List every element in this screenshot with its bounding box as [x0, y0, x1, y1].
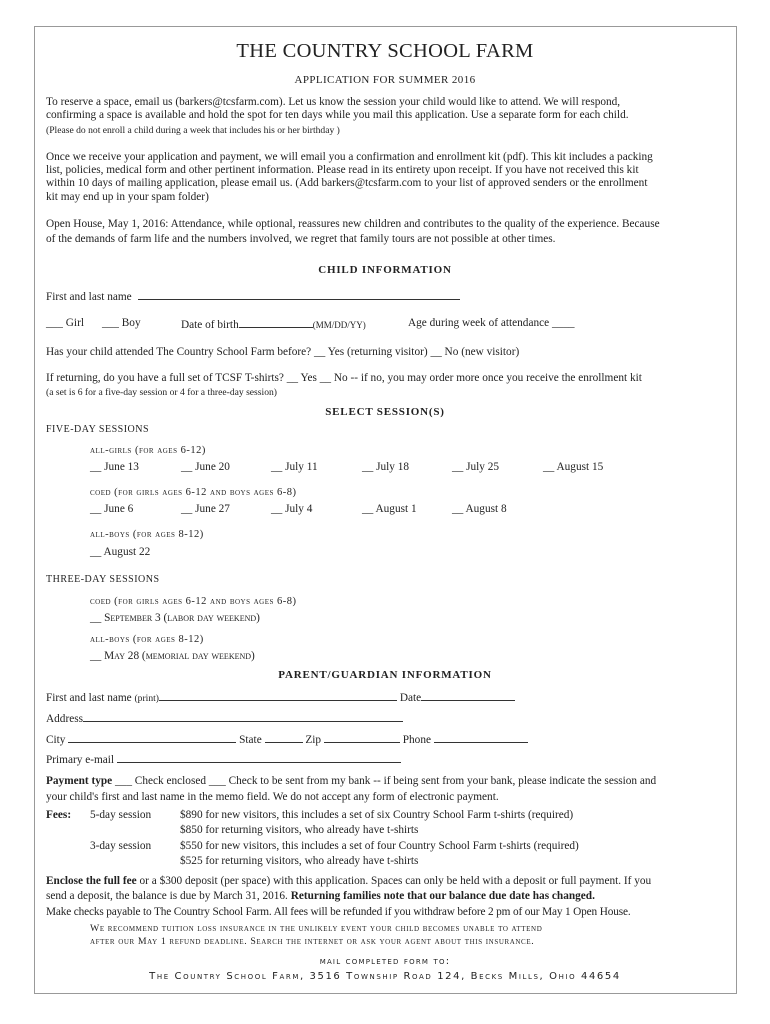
boy-option[interactable]: ___ Boy	[102, 317, 141, 329]
girl-option[interactable]: ___ Girl	[46, 317, 84, 329]
parent-name-row	[46, 690, 515, 705]
session-may-28[interactable]: __ May 28 (memorial day weekend)	[90, 650, 255, 662]
intro-text: confirming a space is available and hold the spot for ten days while you mail this application. Use a separate form for each child.	[46, 109, 629, 121]
session-june-27[interactable]: __ June 27	[181, 503, 230, 515]
tshirt-note: (a set is 6 for a five-day session or 4 for a three-day session)	[46, 387, 277, 398]
session-june-20[interactable]: __ June 20	[181, 461, 230, 473]
dob-label: Date of birth	[181, 319, 239, 331]
open-house-text: of the demands of farm life and the numbers involved, we regret that family tours are not possible at other times.	[46, 233, 556, 245]
three-day-new-fee: $550 for new visitors, this includes a set of four Country School Farm t-shirts (required)	[180, 840, 579, 852]
five-day-new-fee: $890 for new visitors, this includes a set of six Country School Farm t-shirts (required)	[180, 809, 574, 821]
sessions-heading: SELECT SESSION(S)	[325, 406, 445, 418]
child-name-row	[46, 289, 460, 304]
payment-type-row	[46, 775, 656, 788]
checks-payable-line: Make checks payable to The Country School Farm. All fees will be refunded if you withdraw before 2 pm of our May 1 Open House.	[46, 906, 631, 918]
session-july-25[interactable]: __ July 25	[452, 461, 500, 473]
birthday-note: (Please do not enroll a child during a week that includes his or her birthday )	[46, 125, 340, 136]
session-august-8[interactable]: __ August 8	[452, 503, 507, 515]
deposit-line	[46, 890, 595, 903]
mail-label: mail completed form to:	[319, 956, 451, 967]
zip-field[interactable]	[324, 732, 400, 743]
three-day-fee-label: 3-day session	[90, 840, 152, 852]
enrollment-text: within 10 days of mailing application, please email us. (Add barkers@tcsfarm.com to your list of approved senders or the enrollment	[46, 177, 648, 189]
phone-label: Phone	[402, 734, 431, 746]
three-day-returning-fee: $525 for returning visitors, who already have t-shirts	[180, 855, 419, 867]
five-day-fee-label: 5-day session	[90, 809, 152, 821]
session-july-4[interactable]: __ July 4	[271, 503, 313, 515]
parent-info-heading: PARENT/GUARDIAN INFORMATION	[278, 669, 492, 681]
mailing-address: The Country School Farm, 3516 Township Road 124, Becks Mills, Ohio 44654	[149, 971, 621, 982]
three-day-heading: THREE-DAY SESSIONS	[46, 574, 160, 585]
enrollment-text: list, policies, medical form and other pertinent information. Please read in its entirety upon receipt. If you have not received this kit	[46, 164, 639, 176]
all-boys-three-day-label: all-boys (for ages 8-12)	[90, 634, 204, 645]
memo-note: your child's first and last name in the memo field. We do not accept any form of electronic payment.	[46, 791, 499, 803]
payment-type-options[interactable]: ___ Check enclosed ___ Check to be sent from my bank -- if being sent from your bank, please indicate the session and	[115, 775, 657, 787]
phone-field[interactable]	[434, 732, 528, 743]
session-july-11[interactable]: __ July 11	[271, 461, 318, 473]
all-girls-label: all-girls (for ages 6-12)	[90, 445, 206, 456]
session-august-22[interactable]: __ August 22	[90, 546, 151, 558]
address-field[interactable]	[83, 711, 403, 722]
deposit-text: send a deposit, the balance is due by March 31, 2016.	[46, 890, 291, 902]
date-label: Date	[399, 692, 422, 704]
city-label: City	[46, 734, 66, 746]
child-info-heading: CHILD INFORMATION	[318, 264, 452, 276]
parent-name-field[interactable]	[159, 690, 397, 701]
date-field[interactable]	[421, 690, 515, 701]
five-day-heading: FIVE-DAY SESSIONS	[46, 424, 150, 435]
insurance-note: after our May 1 refund deadline. Search the internet or ask your agent about this insurance.	[90, 936, 535, 947]
enrollment-text: kit may end up in your spam folder)	[46, 191, 209, 203]
page-subtitle: APPLICATION FOR SUMMER 2016	[294, 74, 476, 86]
attended-question[interactable]: Has your child attended The Country School Farm before? __ Yes (returning visitor) __ No (new visitor)	[46, 346, 520, 358]
fees-label: Fees:	[46, 809, 72, 821]
insurance-note: We recommend tuition loss insurance in the unlikely event your child becomes unable to attend	[90, 923, 543, 934]
page-title: THE COUNTRY SCHOOL FARM	[236, 40, 534, 62]
enrollment-text: Once we receive your application and payment, we will email you a confirmation and enrollment kit (pdf). This kit includes a packing	[46, 151, 653, 163]
child-name-label: First and last name	[46, 291, 132, 303]
coed-three-day-label: coed (for girls ages 6-12 and boys ages 6-8)	[90, 596, 297, 607]
session-august-1[interactable]: __ August 1	[362, 503, 417, 515]
all-boys-label: all-boys (for ages 8-12)	[90, 529, 204, 540]
enclose-fee-bold: Enclose the full fee	[46, 875, 137, 887]
returning-families-note: Returning families note that our balance due date has changed.	[290, 890, 595, 902]
print-hint: (print)	[134, 693, 159, 704]
child-name-field[interactable]	[138, 289, 460, 300]
session-september-3[interactable]: __ September 3 (labor day weekend)	[90, 612, 260, 624]
dob-format-hint: (MM/DD/YY)	[312, 320, 366, 330]
address-label: Address	[46, 713, 84, 725]
enclose-fee-line	[46, 875, 651, 888]
age-field[interactable]: Age during week of attendance ____	[408, 317, 575, 329]
city-field[interactable]	[68, 732, 236, 743]
coed-label: coed (for girls ages 6-12 and boys ages 6-8)	[90, 487, 297, 498]
session-august-15[interactable]: __ August 15	[543, 461, 604, 473]
session-july-18[interactable]: __ July 18	[362, 461, 410, 473]
email-row	[46, 752, 401, 767]
parent-name-label: First and last name	[46, 692, 132, 704]
intro-text: To reserve a space, email us (barkers@tcsfarm.com). Let us know the session your child would like to attend. We will respond,	[46, 96, 621, 108]
payment-type-label: Payment type	[46, 775, 113, 787]
email-field[interactable]	[117, 752, 401, 763]
tshirt-question[interactable]: If returning, do you have a full set of TCSF T-shirts? __ Yes __ No -- if no, you may order more once you receive the enrollment kit	[46, 372, 642, 384]
enclose-fee-text: or a $300 deposit (per space) with this application. Spaces can only be held with a deposit or full payment. If you	[136, 875, 652, 887]
session-june-6[interactable]: __ June 6	[90, 503, 134, 515]
dob-field[interactable]	[239, 317, 313, 328]
five-day-returning-fee: $850 for returning visitors, who already have t-shirts	[180, 824, 419, 836]
address-row	[46, 711, 403, 726]
state-field[interactable]	[265, 732, 303, 743]
session-june-13[interactable]: __ June 13	[90, 461, 139, 473]
state-label: State	[239, 734, 262, 746]
dob-row	[181, 317, 366, 332]
city-row	[46, 732, 528, 747]
email-label: Primary e-mail	[46, 754, 115, 766]
zip-label: Zip	[305, 734, 322, 746]
open-house-text: Open House, May 1, 2016: Attendance, while optional, reassures new children and contributes to the quality of the experience. Because	[46, 218, 660, 230]
